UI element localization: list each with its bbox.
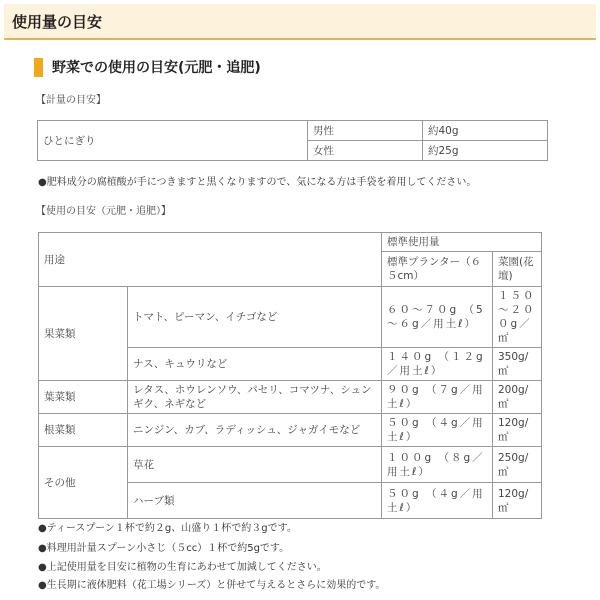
field-cell: 250g/㎡ bbox=[493, 447, 542, 483]
crop-cell: レタス、ホウレンソウ、パセリ、コマツナ、シュンギク、ネギなど bbox=[128, 381, 382, 414]
header-planter: 標準プランター（６５cm） bbox=[382, 252, 493, 287]
measure-amount: 約40g bbox=[423, 121, 548, 141]
section-heading bbox=[34, 57, 261, 77]
planter-cell: ５０g （４g／用土ℓ） bbox=[382, 483, 493, 519]
measure-item: ひとにぎり bbox=[38, 121, 308, 161]
field-cell: 200g/㎡ bbox=[493, 381, 542, 414]
usage-note: ●上記使用量を目安に植物の生育にあわせて加減してください。 bbox=[38, 562, 327, 573]
field-cell: 120g/㎡ bbox=[493, 483, 542, 519]
planter-cell: １４０g （１２g／用土ℓ） bbox=[382, 348, 493, 381]
measure-table bbox=[37, 120, 548, 161]
crop-cell: ニンジン、カブ、ラディッシュ、ジャガイモなど bbox=[128, 414, 382, 447]
category-cell: 根菜類 bbox=[39, 414, 128, 447]
measure-note: ●肥料成分の腐植酸が手につきますと黒くなりますので、気になる方は手袋を着用してください。 bbox=[38, 177, 477, 188]
measure-who: 女性 bbox=[308, 141, 423, 161]
crop-cell: 草花 bbox=[128, 447, 382, 483]
usage-table bbox=[38, 232, 542, 519]
usage-label: 【使用の目安（元肥・追肥）】 bbox=[36, 206, 171, 217]
crop-cell: ハーブ類 bbox=[128, 483, 382, 519]
heading-accent-bar bbox=[34, 58, 43, 77]
measure-label: 【計量の目安】 bbox=[36, 95, 106, 106]
measure-amount: 約25g bbox=[423, 141, 548, 161]
usage-note: ●料理用計量スプーン小さじ（５cc）１杯で約5gです。 bbox=[38, 543, 290, 554]
planter-cell: １００g （８g／用土ℓ） bbox=[382, 447, 493, 483]
category-cell: 葉菜類 bbox=[39, 381, 128, 414]
planter-cell: ６０～７０g （5～６g／用土ℓ） bbox=[382, 287, 493, 348]
usage-note: ●ティースプーン１杯で約２g、山盛り１杯で約３gです。 bbox=[38, 523, 297, 534]
planter-cell: ５０g （４g／用土ℓ） bbox=[382, 414, 493, 447]
crop-cell: ナス、キュウリなど bbox=[128, 348, 382, 381]
field-cell: １５０～２００g／㎡ bbox=[493, 287, 542, 348]
page-title: 使用量の目安 bbox=[12, 13, 103, 31]
measure-who: 男性 bbox=[308, 121, 423, 141]
section-title: 野菜での使用の目安(元肥・追肥) bbox=[52, 60, 261, 76]
page-header bbox=[4, 4, 596, 40]
usage-note: ●生長期に液体肥料（花工場シリーズ）と併せて与えるとさらに効果的です。 bbox=[38, 580, 386, 591]
planter-cell: ９０g （７g／用土ℓ） bbox=[382, 381, 493, 414]
field-cell: 120g/㎡ bbox=[493, 414, 542, 447]
header-standard: 標準使用量 bbox=[382, 233, 542, 252]
category-cell: その他 bbox=[39, 447, 128, 519]
header-field: 菜園(花壇) bbox=[493, 252, 542, 287]
crop-cell: トマト、ピーマン、イチゴなど bbox=[128, 287, 382, 348]
field-cell: 350g/㎡ bbox=[493, 348, 542, 381]
category-cell: 果菜類 bbox=[39, 287, 128, 381]
header-use: 用途 bbox=[39, 233, 382, 287]
